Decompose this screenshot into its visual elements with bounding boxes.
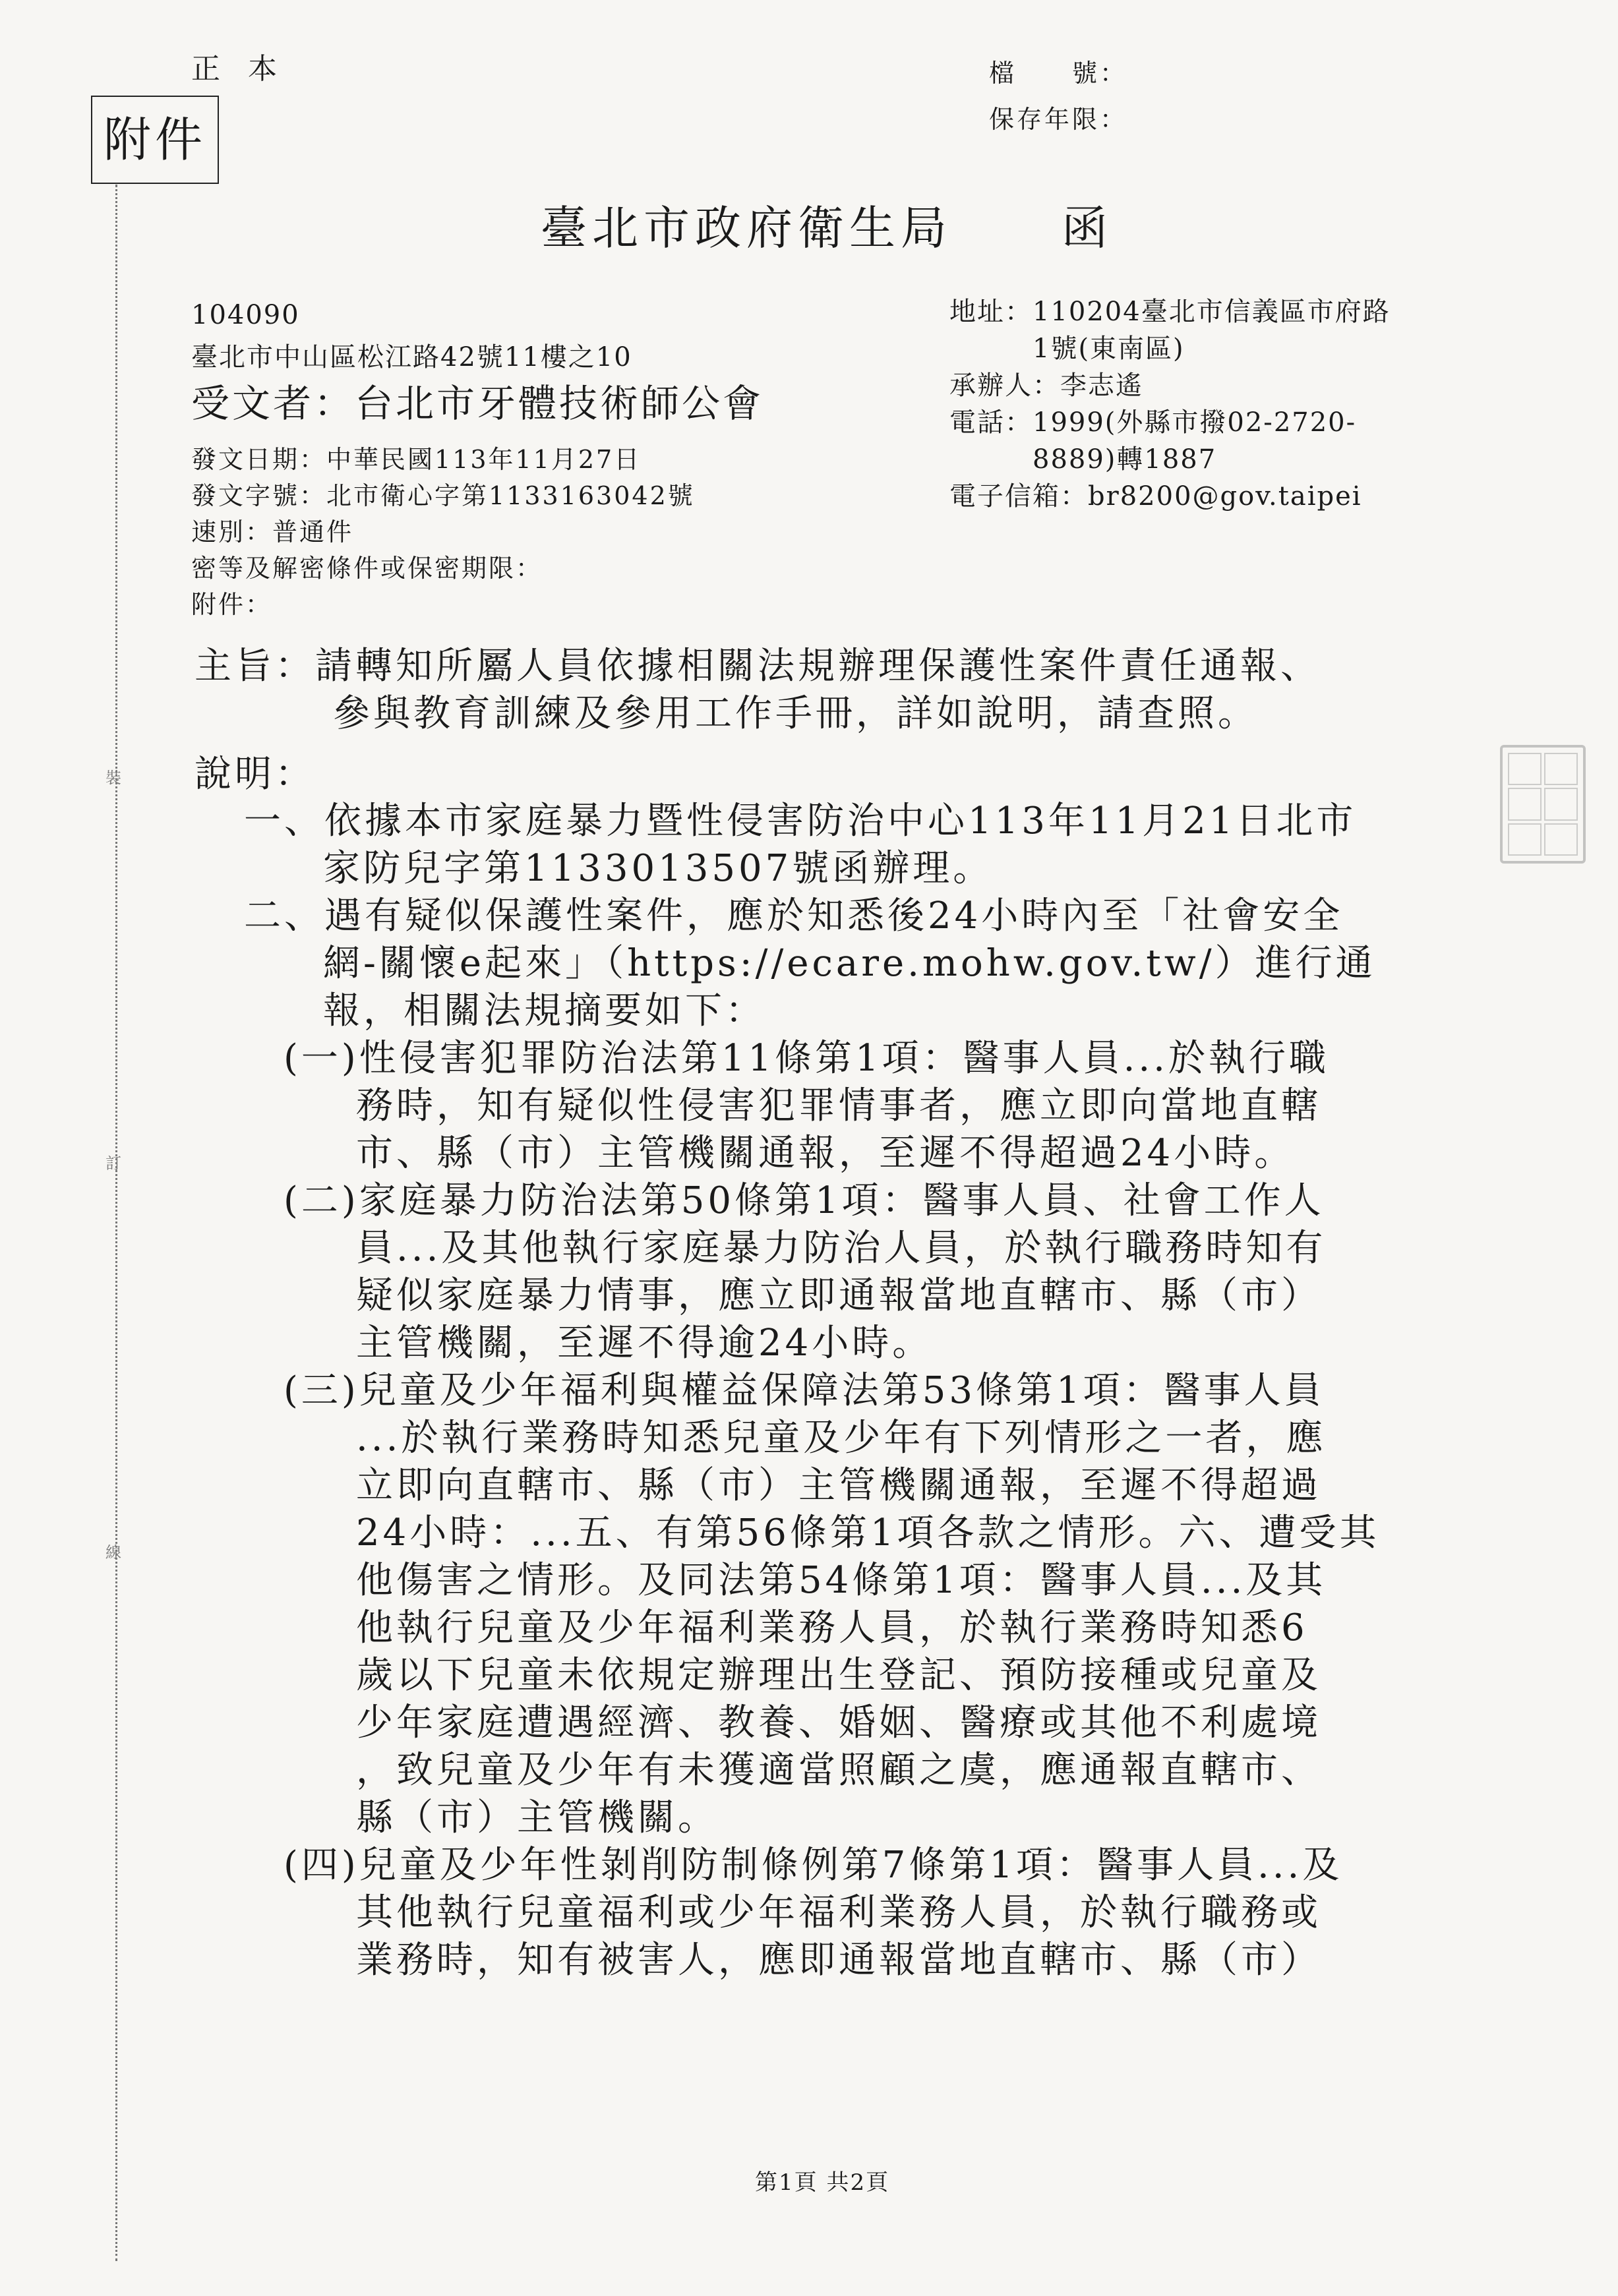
explanation-line: ，致兒童及少年有未獲適當照顧之虞，應通報直轄市、	[356, 1749, 1321, 1792]
explanation-line: 報，相關法規摘要如下：	[323, 989, 765, 1032]
subject-line-1: 主旨：請轉知所屬人員依據相關法規辦理保護性案件責任通報、	[195, 645, 1321, 688]
attachments: 附件：	[191, 590, 273, 619]
explanation-line: 歲以下兒童未依規定辦理出生登記、預防接種或兒童及	[356, 1654, 1321, 1697]
explanation-line: 業務時，知有被害人，應即通報當地直轄市、縣（市）	[356, 1939, 1321, 1982]
subject-line-2: 參與教育訓練及參用工作手冊，詳如說明，請查照。	[333, 692, 1258, 735]
explanation-line: 網-關懷e起來」（https://ecare.mohw.gov.tw/）進行通	[323, 942, 1376, 985]
explanation-line: 家防兒字第1133013507號函辦理。	[323, 847, 994, 890]
issue-number: 發文字號：北市衛心字第1133163042號	[191, 481, 695, 510]
binding-mark-3: 線	[105, 1543, 121, 1562]
retention-label: 保存年限：	[989, 105, 1128, 134]
file-number-label: 檔 號：	[989, 59, 1128, 88]
binding-mark-2: 訂	[105, 1154, 121, 1173]
subject	[195, 643, 1321, 738]
explanation-line: 員...及其他執行家庭暴力防治人員，於執行職務時知有	[356, 1227, 1327, 1270]
explanation-line: (一)性侵害犯罪防治法第11條第1項：醫事人員...於執行職	[284, 1037, 1329, 1080]
explanation-line: (四)兒童及少年性剝削防制條例第7條第1項：醫事人員...及	[284, 1844, 1343, 1887]
explanation-line: 主管機關，至遲不得逾24小時。	[356, 1322, 933, 1365]
binding-line	[115, 185, 117, 2261]
binding-mark-1: 裝	[105, 769, 121, 787]
explanation-line: (三)兒童及少年福利與權益保障法第53條第1項：醫事人員	[284, 1369, 1325, 1412]
postal-code: 104090	[191, 300, 300, 330]
contact-address-cont: 1號(東南區)	[949, 334, 1185, 364]
explanation-line: 他執行兒童及少年福利業務人員，於執行業務時知悉6	[356, 1606, 1308, 1649]
contact-address: 地址：110204臺北市信義區市府路	[949, 297, 1391, 327]
explanation-line: 市、縣（市）主管機關通報，至遲不得超過24小時。	[356, 1132, 1295, 1175]
contact-phone-cont: 8889)轉1887	[949, 444, 1217, 475]
issue-date: 發文日期：中華民國113年11月27日	[191, 445, 642, 474]
explanation-line: 二、遇有疑似保護性案件，應於知悉後24小時內至「社會安全	[244, 895, 1344, 937]
explanation-line: 立即向直轄市、縣（市）主管機關通報，至遲不得超過	[356, 1464, 1321, 1507]
contact-person: 承辦人：李志遙	[949, 370, 1143, 401]
explanation-line: 一、依據本市家庭暴力暨性侵害防治中心113年11月21日北市	[244, 800, 1357, 842]
urgency: 速別：普通件	[191, 517, 354, 546]
attachment-box: 附件	[91, 96, 219, 184]
explanation-line: 其他執行兒童福利或少年福利業務人員，於執行職務或	[356, 1891, 1321, 1934]
contact-phone: 電話：1999(外縣市撥02-2720-	[949, 407, 1357, 438]
classification: 密等及解密條件或保密期限：	[191, 554, 543, 583]
recipient: 受文者：台北市牙體技術師公會	[191, 381, 764, 426]
agency-title: 臺北市政府衛生局	[541, 201, 952, 255]
recipient-address: 臺北市中山區松江路42號11樓之10	[191, 342, 632, 372]
meta-block	[191, 442, 695, 623]
page-footer: 第1頁 共2頁	[755, 2169, 890, 2196]
seal-stamp	[1500, 745, 1586, 864]
explanation-line: 縣（市）主管機關。	[356, 1796, 718, 1839]
contact-block	[949, 293, 1391, 515]
explanation-line: 24小時：...五、有第56條第1項各款之情形。六、遭受其	[356, 1512, 1380, 1554]
explanation-line: ...於執行業務時知悉兒童及少年有下列情形之一者，應	[356, 1417, 1327, 1459]
copy-mark: 正本	[191, 52, 305, 86]
explanation-title: 說明：	[195, 753, 315, 796]
contact-email: 電子信箱：br8200@gov.taipei	[949, 481, 1362, 512]
explanation-line: 他傷害之情形。及同法第54條第1項：醫事人員...及其	[356, 1559, 1327, 1602]
explanation-items	[244, 798, 1380, 1984]
explanation-line: 少年家庭遭遇經濟、教養、婚姻、醫療或其他不利處境	[356, 1701, 1321, 1744]
explanation-line: (二)家庭暴力防治法第50條第1項：醫事人員、社會工作人	[284, 1179, 1325, 1222]
document-type: 函	[1062, 201, 1108, 255]
explanation-line: 務時，知有疑似性侵害犯罪情事者，應立即向當地直轄	[356, 1084, 1321, 1127]
explanation-line: 疑似家庭暴力情事，應立即通報當地直轄市、縣（市）	[356, 1274, 1321, 1317]
